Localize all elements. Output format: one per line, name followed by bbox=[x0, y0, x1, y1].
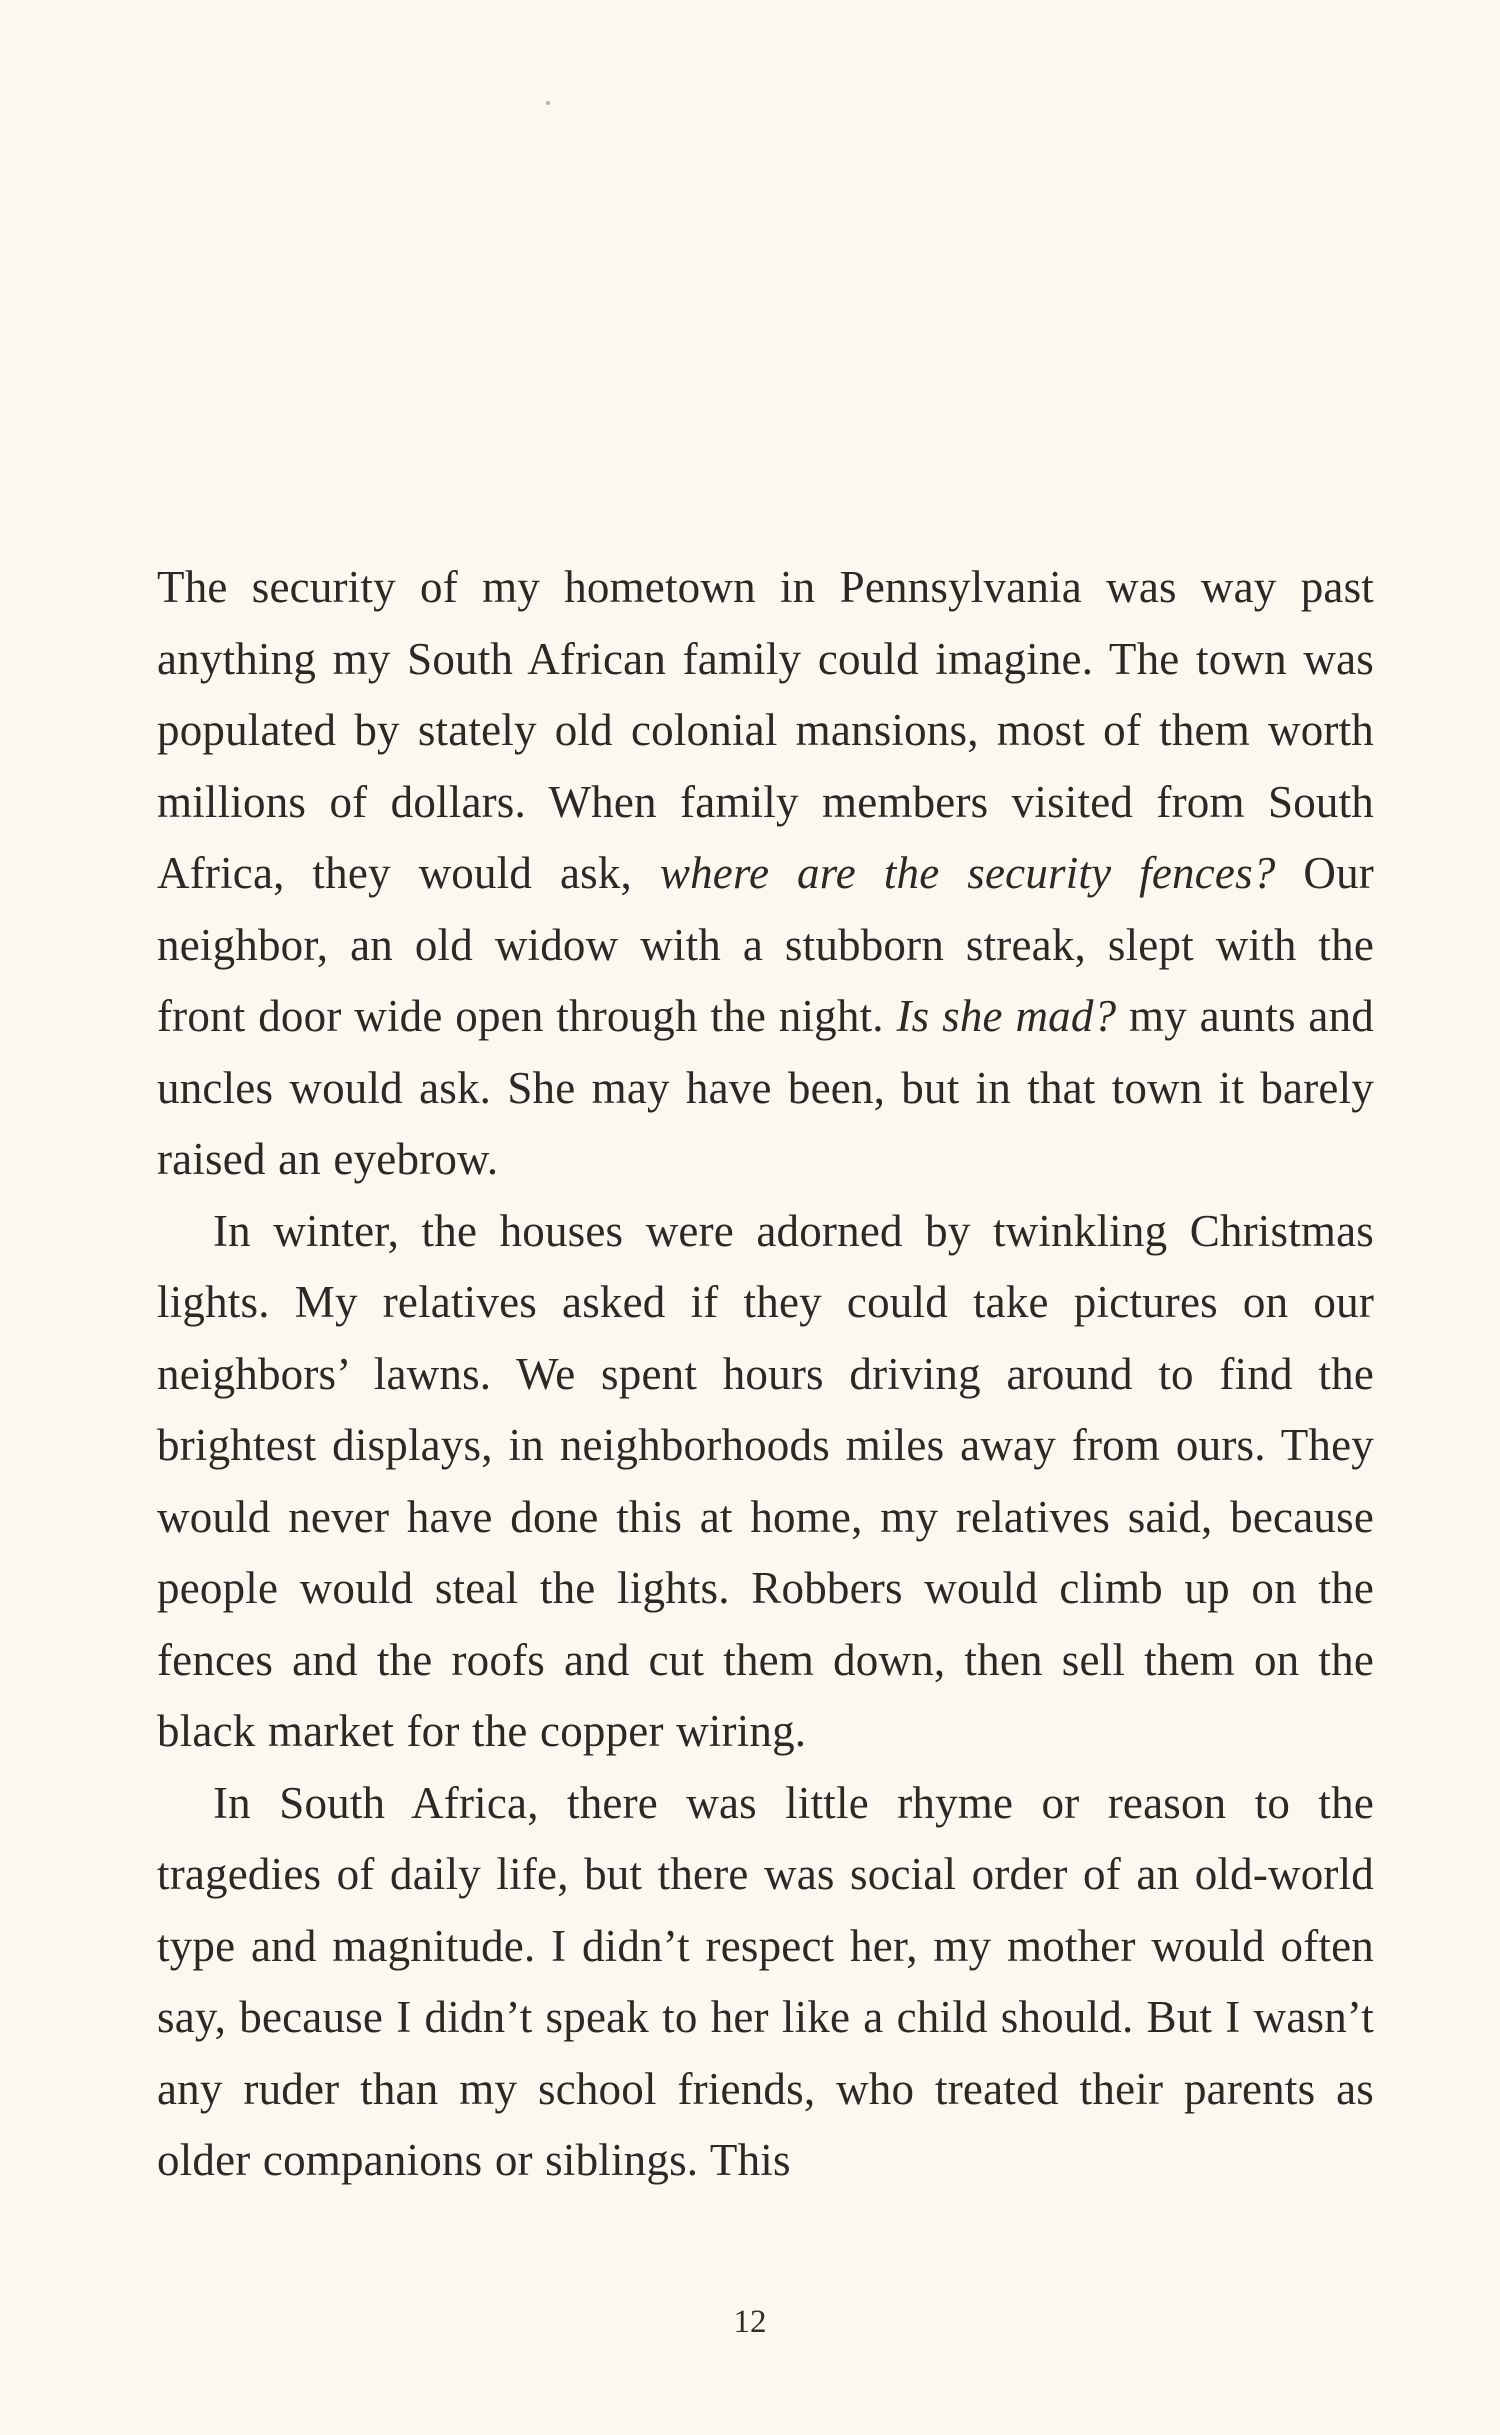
paragraph-3 bbox=[157, 1768, 1374, 2197]
paragraph-1-segment-3: Our neighbor, an old widow with a stubborn streak, slept with the front door wide open through the night. bbox=[157, 848, 1374, 1041]
paragraph-1-italic-question-mad: Is she mad? bbox=[896, 991, 1117, 1041]
paragraph-1 bbox=[157, 552, 1374, 1196]
paragraph-1-segment-5: my aunts and uncles would ask. She may have been, but in that town it barely raised an eyebrow. bbox=[157, 991, 1374, 1184]
paragraph-2-segment-1: In winter, the houses were adorned by twinkling Christmas lights. My relatives asked if they could take pictures on our neighbors’ lawns. We spent hours driving around to find the brightest displays, in neighborhoods miles away from ours. They would never have done this at home, my relatives said, because people would steal the lights. Robbers would climb up on the fences and the roofs and cut them down, then sell them on the black market for the copper wiring. bbox=[157, 1205, 1374, 1756]
paragraph-1-segment-1: The security of my hometown in Pennsylvania was way past anything my South African family could imagine. The town was populated by stately old colonial mansions, most of them worth millions of dollars. When family members visited from South Africa, they would ask, bbox=[157, 562, 1374, 898]
paragraph-2 bbox=[157, 1196, 1374, 1768]
paper-speck bbox=[546, 101, 550, 105]
paragraph-1-italic-question-fences: where are the security fences? bbox=[659, 848, 1276, 898]
paragraph-3-segment-1: In South Africa, there was little rhyme or reason to the tragedies of daily life, but there was social order of an old-world type and magnitude. I didn’t respect her, my mother would often say, because I didn’t speak to her like a child should. But I wasn’t any ruder than my school friends, who treated their parents as older companions or siblings. This bbox=[157, 1777, 1374, 2185]
page-number: 12 bbox=[733, 2304, 767, 2340]
body-text bbox=[157, 552, 1374, 2197]
